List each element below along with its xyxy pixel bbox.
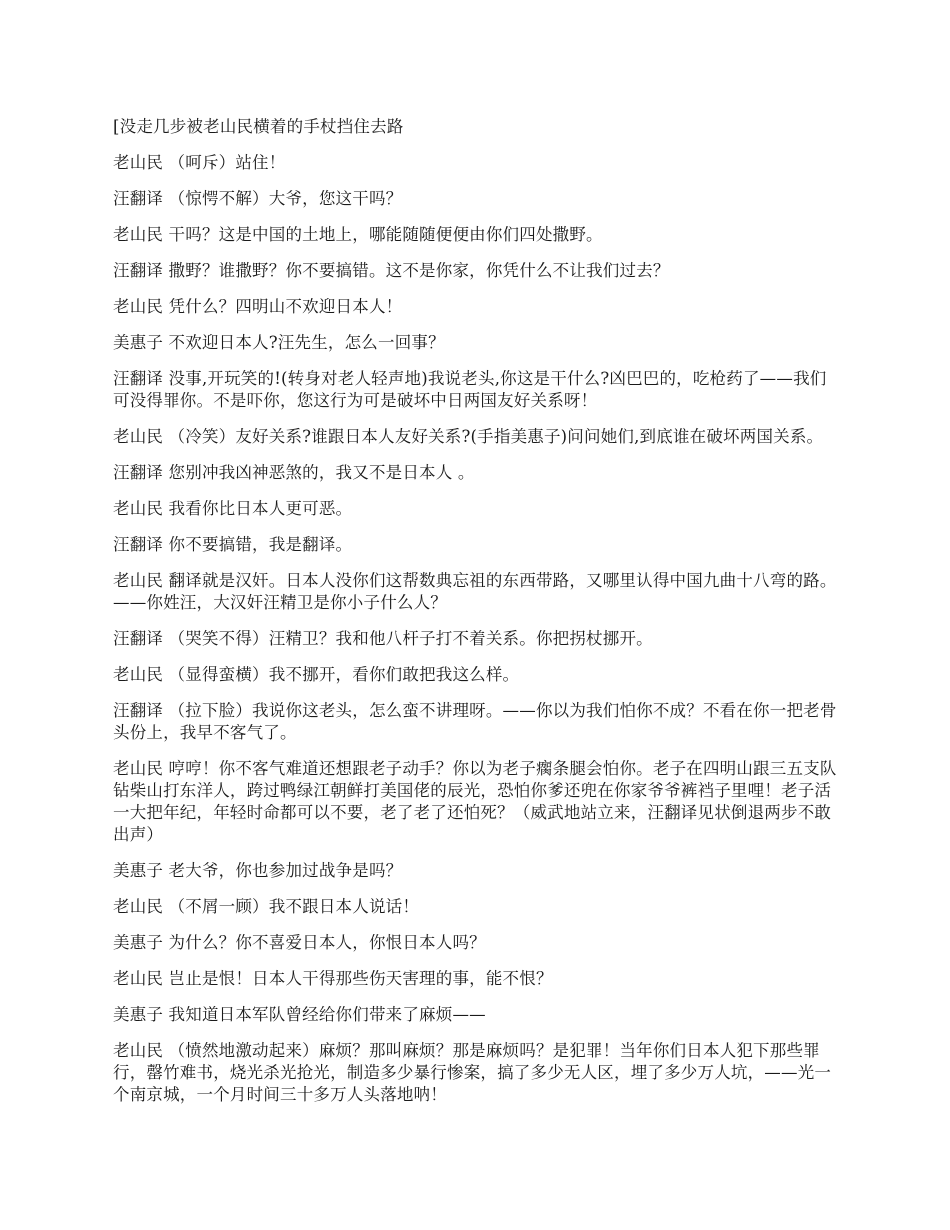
dialogue-line: 老山民 （显得蛮横）我不挪开，看你们敢把我这么样。 bbox=[113, 665, 520, 684]
dialogue-line: 汪翻译 您别冲我凶神恶煞的，我又不是日本人 。 bbox=[113, 463, 475, 482]
dialogue-line: 美惠子 为什么？你不喜爱日本人，你恨日本人吗？ bbox=[113, 933, 486, 952]
dialogue-line: 老山民 哼哼！你不客气难道还想跟老子动手？你以为老子瘸条腿会怕你。老子在四明山跟三五支队钻柴山打东洋人，跨过鸭绿江朝鲜打美国佬的辰光，恐怕你爹还兜在你家爷爷裤裆子里哩！老子活一大把年纪，年轻时命都可以不要，老了老了还怕死？（威武地站立来，汪翻译见状倒退两步不敢出声） bbox=[113, 759, 837, 844]
dialogue-line: 老山民 我看你比日本人更可恶。 bbox=[113, 499, 353, 518]
dialogue-line: 老山民 （不屑一顾）我不跟日本人说话！ bbox=[113, 897, 420, 916]
dialogue-line: 汪翻译 撒野？谁撒野？你不要搞错。这不是你家，你凭什么不让我们过去？ bbox=[113, 261, 670, 280]
dialogue-line: 老山民 干吗？这是中国的土地上，哪能随随便便由你们四处撒野。 bbox=[113, 225, 603, 244]
document-page bbox=[113, 116, 838, 1120]
dialogue-line: 老山民 凭什么？四明山不欢迎日本人！ bbox=[113, 297, 403, 316]
dialogue-line: 美惠子 我知道日本军队曾经给你们带来了麻烦—— bbox=[113, 1005, 486, 1024]
dialogue-line: 汪翻译 （惊愕不解）大爷，您这干吗？ bbox=[113, 189, 403, 208]
dialogue-line: 汪翻译 （哭笑不得）汪精卫？我和他八杆子打不着关系。你把拐杖挪开。 bbox=[113, 629, 653, 648]
dialogue-line: 老山民 （愤然地激动起来）麻烦？那叫麻烦？那是麻烦吗？是犯罪！当年你们日本人犯下那些罪行，罄竹难书，烧光杀光抢光，制造多少暴行惨案，搞了多少无人区，埋了多少万人坑，——光一个南京城，一个月时间三十多万人头落地呐！ bbox=[113, 1041, 832, 1104]
stage-direction: [没走几步被老山民横着的手杖挡住去路 bbox=[113, 117, 404, 136]
dialogue-line: 汪翻译 （拉下脸）我说你这老头，怎么蛮不讲理呀。——你以为我们怕你不成？不看在你一把老骨头份上，我早不客气了。 bbox=[113, 701, 837, 742]
dialogue-line: 老山民 岂止是恨！日本人干得那些伤天害理的事，能不恨？ bbox=[113, 969, 553, 988]
dialogue-line: 老山民 （冷笑）友好关系?谁跟日本人友好关系?(手指美惠子)问问她们,到底谁在破坏两国关系。 bbox=[113, 427, 824, 446]
dialogue-line: 老山民 （呵斥）站住！ bbox=[113, 153, 286, 172]
dialogue-line: 美惠子 不欢迎日本人?汪先生，怎么一回事？ bbox=[113, 333, 445, 352]
dialogue-line: 老山民 翻译就是汉奸。日本人没你们这帮数典忘祖的东西带路，又哪里认得中国九曲十八弯的路。——你姓汪，大汉奸汪精卫是你小子什么人？ bbox=[113, 571, 837, 612]
dialogue-line: 汪翻译 你不要搞错，我是翻译。 bbox=[113, 535, 353, 554]
dialogue-line: 美惠子 老大爷，你也参加过战争是吗？ bbox=[113, 861, 403, 880]
dialogue-line: 汪翻译 没事,开玩笑的!(转身对老人轻声地)我说老头,你这是干什么?凶巴巴的，吃枪药了——我们可没得罪你。不是吓你，您这行为可是破坏中日两国友好关系呀！ bbox=[113, 369, 827, 410]
